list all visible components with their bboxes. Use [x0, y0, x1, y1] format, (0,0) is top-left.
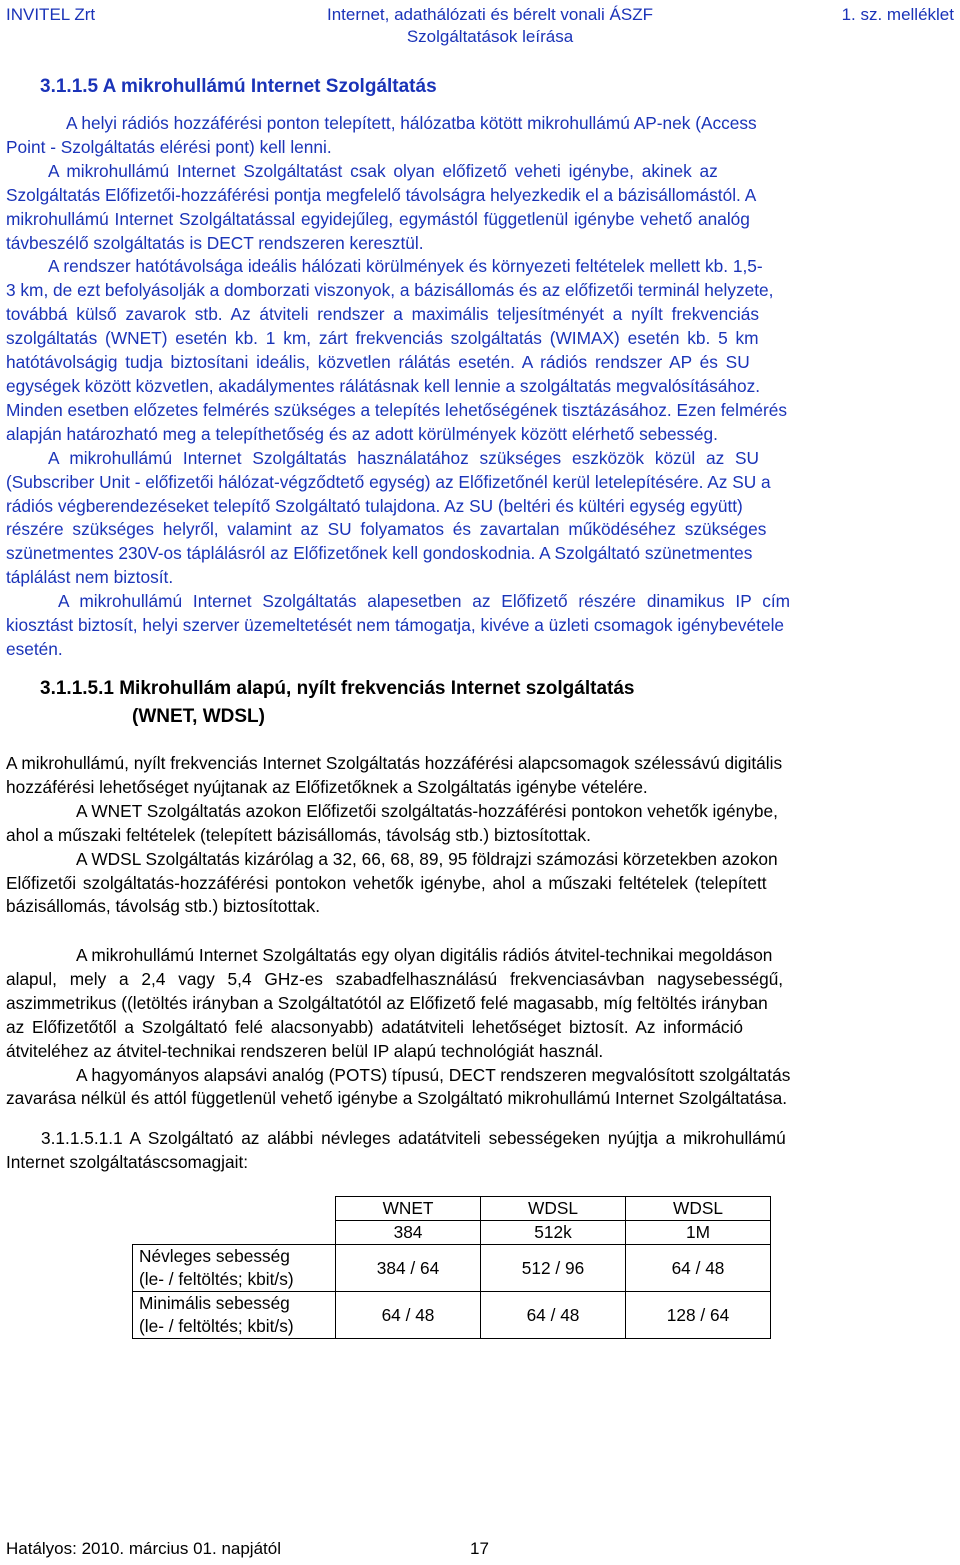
text-line: A hagyományos alapsávi analóg (POTS) típusú, DECT rendszeren megvalósított szolgáltatás — [76, 1064, 791, 1085]
subsection-title-line2: (WNET, WDSL) — [132, 706, 265, 727]
text-line: aszimmetrikus ((letöltés irányban a Szolgáltatótól az Előfizető felé magasabb, míg feltöltés irányban — [6, 992, 768, 1013]
text-line: távbeszélő szolgáltatás is DECT rendszeren keresztül. — [6, 232, 424, 253]
text-line: szünetmentes 230V-os táplálásról az Előfizetőnek kell gondoskodnia. A Szolgáltató szünetmentes — [6, 543, 753, 564]
table-row — [133, 1245, 771, 1292]
text-line: 3 km, de ezt befolyásolják a domborzati viszonyok, a bázisállomás és az előfizetői terminál helyzete, — [6, 280, 774, 301]
text-line: szolgáltatás (WNET) esetén kb. 1 km, zárt frekvenciás szolgáltatás (WIMAX) esetén kb. 5 km — [6, 328, 759, 349]
text-line: táplálást nem biztosít. — [6, 567, 174, 588]
table-cell: 384 / 64 — [336, 1245, 481, 1292]
text-line: Előfizetői szolgáltatás-hozzáférési pontokon vehetők igénybe, ahol a műszaki feltételek (telepített — [6, 872, 767, 893]
row-label — [133, 1292, 336, 1339]
header-title-line1: Internet, adathálózati és bérelt vonali ÁSZF — [326, 5, 653, 24]
text-line: hozzáférési lehetőséget nyújtanak az Előfizetőknek a Szolgáltatás igénybe vételére. — [6, 776, 648, 797]
header-annex: 1. sz. melléklet — [841, 5, 954, 24]
table-subheader-cell: 384 — [336, 1221, 481, 1245]
section-title: 3.1.1.5 A mikrohullámú Internet Szolgáltatás — [40, 76, 437, 97]
text-line: ahol a műszaki feltételek (telepített bázisállomás, távolság stb.) biztosítottak. — [6, 824, 591, 845]
text-line: továbbá külső zavarok stb. Az átviteli rendszer a maximális teljesítményét a nyílt frekvenciás — [6, 304, 759, 325]
table-corner — [133, 1197, 336, 1245]
footer-effective-date: Hatályos: 2010. március 01. napjától — [6, 1539, 281, 1558]
row-label-line1: Névleges sebesség — [139, 1246, 290, 1266]
paragraph-technology — [6, 944, 952, 1111]
row-label-line2: (le- / feltöltés; kbit/s) — [139, 1316, 294, 1336]
table-header-cell: WDSL — [481, 1197, 626, 1221]
text-line: rádiós végberendezéseket telepítő Szolgáltató tulajdona. Az SU (beltéri és kültéri egység együtt) — [6, 495, 743, 516]
text-line: A WDSL Szolgáltatás kizárólag a 32, 66, 68, 89, 95 földrajzi számozási körzetekben azokon — [76, 848, 778, 869]
text-line: hatótávolságig tudja biztosítani ideális, közvetlen rálátás esetén. A rádiós rendszer AP és SU — [6, 352, 750, 373]
header-title-line2: Szolgáltatások leírása — [406, 27, 574, 46]
text-line: részére szükséges helyről, valamint az SU folyamatos és zavartalan működéséhez szükséges — [6, 519, 767, 540]
row-label-line2: (le- / feltöltés; kbit/s) — [139, 1269, 294, 1289]
text-line: Point - Szolgáltatás elérési pont) kell lenni. — [6, 136, 332, 157]
text-line: kiosztást biztosít, helyi szerver üzemeltetését nem támogatja, kivéve a üzleti csomagok igénybevétele — [6, 615, 785, 636]
text-line: egységek között közvetlen, akadálymentes rálátásnak kell lennie a szolgáltatás megvalósításához. — [6, 375, 761, 396]
text-line: Internet szolgáltatáscsomagjait: — [6, 1151, 249, 1172]
table-cell: 128 / 64 — [626, 1292, 771, 1339]
table-cell: 512 / 96 — [481, 1245, 626, 1292]
paragraph-speeds-intro — [6, 1127, 952, 1175]
row-label — [133, 1245, 336, 1292]
paragraph-wnet-wdsl — [6, 752, 952, 919]
text-line: (Subscriber Unit - előfizetői hálózat-végződtető egység) az Előfizetőnél kerül letelepítésére. Az SU a — [6, 471, 771, 492]
text-line: alapján határozható meg a telepíthetőség és az adott körülmények között elérhető sebesség. — [6, 423, 718, 444]
text-line: az Előfizetőtől a Szolgáltató felé alacsonyabb) adatátviteli lehetőséget biztosít. Az információ — [6, 1016, 744, 1037]
table-header-cell: WDSL — [626, 1197, 771, 1221]
text-line: bázisállomás, távolság stb.) biztosítottak. — [6, 896, 321, 917]
text-line: A mikrohullámú Internet Szolgáltatás használatához szükséges eszközök közül az SU — [48, 447, 760, 468]
text-line: A mikrohullámú, nyílt frekvenciás Internet Szolgáltatás hozzáférési alapcsomagok szélessávú digitális — [6, 753, 783, 773]
text-line: A rendszer hatótávolsága ideális hálózati körülmények és környezeti feltételek mellett kb. 1,5- — [48, 256, 763, 277]
text-line: A mikrohullámú Internet Szolgáltatás alapesetben az Előfizető részére dinamikus IP cím — [58, 591, 791, 612]
text-line: Minden esetben előzetes felmérés szükséges a telepítés lehetőségének tisztázásához. Ezen felmérés — [6, 399, 787, 420]
text-line: mikrohullámú Internet Szolgáltatással egyidejűleg, egymástól függetlenül igénybe vehető analóg — [6, 208, 750, 229]
table-cell: 64 / 48 — [626, 1245, 771, 1292]
blue-paragraph — [6, 112, 952, 662]
subsection-title: 3.1.1.5.1 Mikrohullám alapú, nyílt frekvenciás Internet szolgáltatás — [40, 678, 635, 699]
text-line: zavarása nélkül és attól függetlenül vehető igénybe a Szolgáltató mikrohullámú Internet Szolgáltatása. — [6, 1088, 788, 1109]
table-subheader-cell: 1M — [626, 1221, 771, 1245]
header-title — [300, 4, 680, 48]
header-company: INVITEL Zrt — [6, 5, 96, 24]
table-row — [133, 1292, 771, 1339]
table-header-cell: WNET — [336, 1197, 481, 1221]
table-subheader-cell: 512k — [481, 1221, 626, 1245]
table-cell: 64 / 48 — [336, 1292, 481, 1339]
text-line: A mikrohullámú Internet Szolgáltatás egy olyan digitális rádiós átvitel-technikai megoldáson — [76, 945, 773, 965]
page-number: 17 — [470, 1539, 489, 1558]
speed-table — [132, 1196, 771, 1339]
row-label-line1: Minimális sebesség — [139, 1293, 290, 1313]
text-line: Szolgáltatás Előfizetői-hozzáférési pontja megfelelő távolságra helyezkedik el a bázisállomástól. A — [6, 184, 757, 205]
text-line: A WNET Szolgáltatás azokon Előfizetői szolgáltatás-hozzáférési pontokon vehetők igénybe, — [76, 800, 778, 821]
text-line: A helyi rádiós hozzáférési ponton telepített, hálózatba kötött mikrohullámú AP-nek (Access — [66, 113, 757, 133]
table-header-row — [133, 1197, 771, 1221]
text-line: alapul, mely a 2,4 vagy 5,4 GHz-es szabadfelhasználású frekvenciasávban nagysebességű, — [6, 968, 784, 989]
text-line: átviteléhez az átvitel-technikai rendszeren belül IP alapú technológiát használ. — [6, 1040, 604, 1061]
text-line: A mikrohullámú Internet Szolgáltatást csak olyan előfizető veheti igénybe, akinek az — [48, 160, 718, 181]
text-line: 3.1.1.5.1.1 A Szolgáltató az alábbi névleges adatátviteli sebességeken nyújtja a mikrohullámú — [41, 1128, 786, 1148]
text-line: esetén. — [6, 638, 63, 659]
table-cell: 64 / 48 — [481, 1292, 626, 1339]
